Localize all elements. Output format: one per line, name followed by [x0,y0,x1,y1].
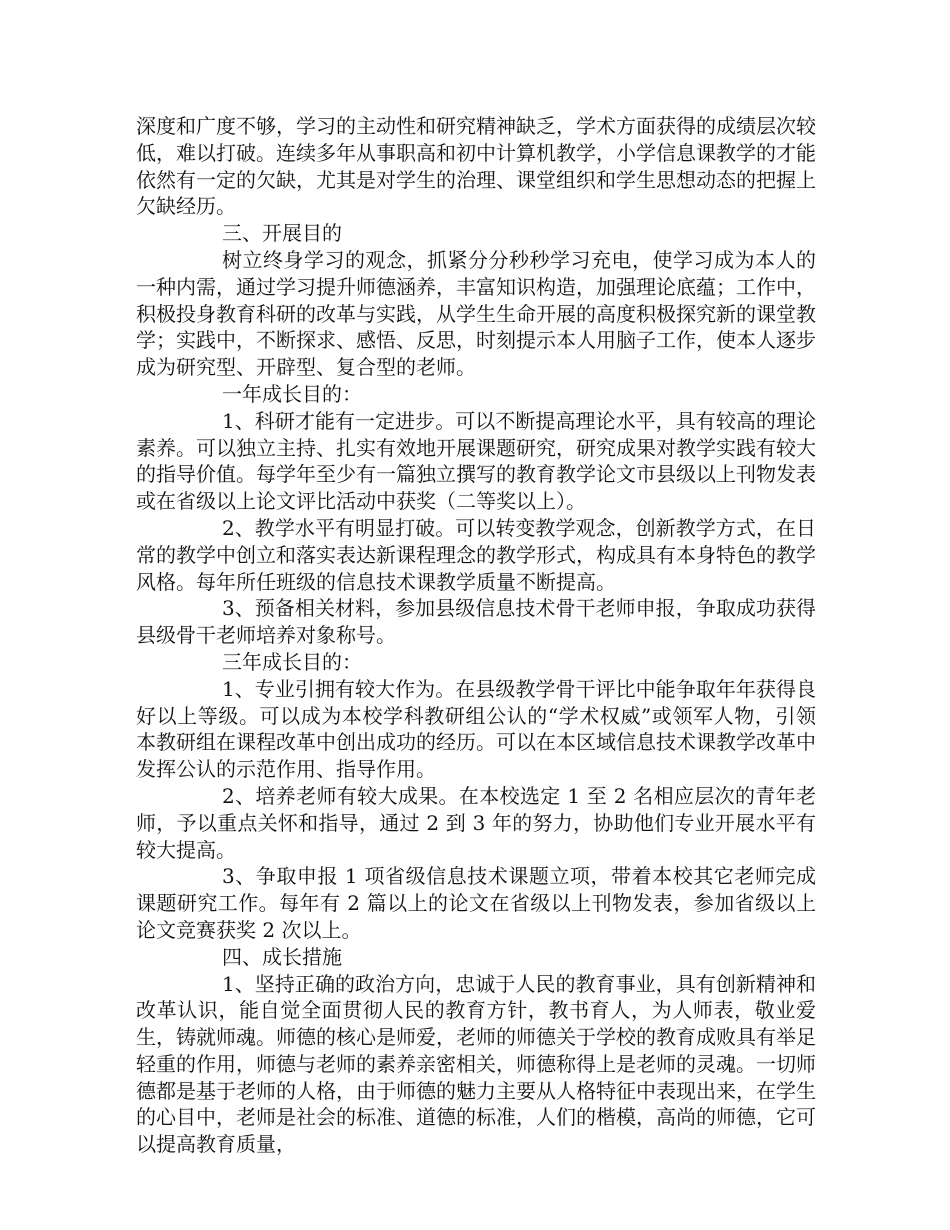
document-body [136,113,816,1158]
paragraph-one-year-1: 1、科研才能有一定进步。可以不断提高理论水平，具有较高的理论素养。可以独立主持、扎实有效地开展课题研究，研究成果对教学实践有较大的指导价值。每学年至少有一篇独立撰写的教育教学论文市县级以上刊物发表或在省级以上论文评比活动中获奖（二等奖以上）。 [136,408,816,514]
section-heading-goals: 三、开展目的 [222,221,342,246]
paragraph-three-year-2: 2、培养老师有较大成果。在本校选定 1 至 2 名相应层次的青年老师，予以重点关怀和指导，通过 2 到 3 年的努力，协助他们专业开展水平有较大提高。 [136,783,816,862]
paragraph-three-year-3: 3、争取申报 1 项省级信息技术课题立项，带着本校其它老师完成课题研究工作。每年有 2 篇以上的论文在省级以上刊物发表，参加省级以上论文竞赛获奖 2 次以上。 [136,864,816,942]
subheading-three-year: 三年成长目的： [222,649,362,674]
paragraph-intro-continued: 深度和广度不够，学习的主动性和研究精神缺乏，学术方面获得的成绩层次较低，难以打破。连续多年从事职高和初中计算机教学，小学信息课教学的才能依然有一定的欠缺，尤其是对学生的治理、课堂组织和学生思想动态的把握上欠缺经历。 [136,114,816,219]
subheading-one-year: 一年成长目的： [222,381,362,406]
section-heading-measures: 四、成长措施 [222,944,342,969]
paragraph-three-year-1: 1、专业引拥有较大作为。在县级教学骨干评比中能争取年年获得良好以上等级。可以成为本校学科教研组公认的“学术权威”或领军人物，引领本教研组在课程改革中创出成功的经历。可以在本区域信息技术课教学改革中发挥公认的示范作用、指导作用。 [136,676,816,782]
paragraph-goals: 树立终身学习的观念，抓紧分分秒秒学习充电，使学习成为本人的一种内需，通过学习提升师德涵养，丰富知识构造，加强理论底蕴；工作中，积极投身教育科研的改革与实践，从学生生命开展的高度积极探究新的课堂教学；实践中，不断探求、感悟、反思，时刻提示本人用脑子工作，使本人逐步成为研究型、开辟型、复合型的老师。 [136,247,816,380]
paragraph-one-year-2: 2、教学水平有明显打破。可以转变教学观念，创新教学方式，在日常的教学中创立和落实表达新课程理念的教学形式，构成具有本身特色的教学风格。每年所任班级的信息技术课教学质量不断提高。 [136,515,816,594]
paragraph-measures-1: 1、坚持正确的政治方向，忠诚于人民的教育事业，具有创新精神和改革认识，能自觉全面贯彻人民的教育方针，教书育人，为人师表，敬业爱生，铸就师魂。师德的核心是师爱，老师的师德关于学校的教育成败具有举足轻重的作用，师德与老师的素养亲密相关，师德称得上是老师的灵魂。一切师德都是基于老师的人格，由于师德的魅力主要从人格特征中表现出来，在学生的心目中，老师是社会的标准、道德的标准，人们的楷模，高尚的师德，它可以提高教育质量， [136,971,816,1157]
paragraph-one-year-3: 3、预备相关材料，参加县级信息技术骨干老师申报，争取成功获得县级骨干老师培养对象称号。 [136,596,816,648]
